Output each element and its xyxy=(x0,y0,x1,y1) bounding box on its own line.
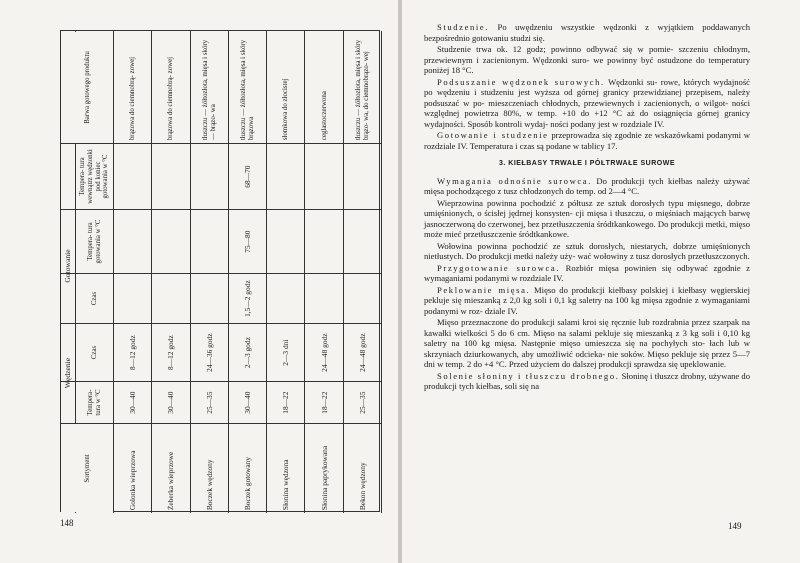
rotated-table xyxy=(60,30,380,512)
header-color: Barwa gotowego produktu xyxy=(83,51,91,124)
cell-smoke_time: 24—48 godz xyxy=(318,333,328,372)
cell-color: słomkowa do złocistej xyxy=(281,78,289,140)
cell-smoke_time: 8—12 godz xyxy=(127,335,137,370)
cell-sortyment-cell xyxy=(229,424,266,513)
cell-smoke_time-cell xyxy=(152,324,189,381)
header-sortyment: Sortyment xyxy=(83,454,91,483)
cell-cook_temp-cell xyxy=(229,210,266,273)
header-cook-temp: Tempera- tura gotowania w °C xyxy=(86,219,102,264)
cell-smoke_temp: 30—40 xyxy=(127,391,137,414)
cell-smoke_temp-cell xyxy=(305,382,342,423)
cell-color-cell xyxy=(344,32,381,143)
cell-sortyment: Żeberka wieprzowe xyxy=(165,451,175,510)
right-page-text xyxy=(424,22,750,393)
cell-sortyment-cell xyxy=(152,424,189,513)
header-smoke-time: Czas xyxy=(90,345,98,360)
cell-color-cell xyxy=(229,32,266,143)
cell-sortyment-cell xyxy=(267,424,304,513)
header-smoke-temp: Tempera- tura w °C xyxy=(86,389,102,416)
cell-smoke_time: 24—48 godz xyxy=(357,333,367,372)
cell-color-cell xyxy=(152,32,189,143)
row-line xyxy=(381,31,382,513)
cell-color-cell xyxy=(191,32,228,143)
header-sortyment-cell xyxy=(62,424,113,513)
header-smoke-temp-cell xyxy=(76,382,113,423)
cell-smoke_time-cell xyxy=(305,324,342,381)
cell-smoke_temp: 25—35 xyxy=(357,391,367,414)
cell-sortyment: Słonina wędzona xyxy=(280,459,290,510)
cell-sortyment: Boczek gotowany xyxy=(242,456,252,510)
paragraph-cooling: Studzenie. Po uwędzeniu wszystkie wędzonki z wyjątkiem poddawanych bezpośrednio gotowaniu studzi się. xyxy=(424,22,750,43)
group-header-smoking: Wędzenie xyxy=(62,357,72,389)
header-cook-time-cell xyxy=(76,274,113,323)
cell-sortyment: Golonka wieprzowa xyxy=(127,450,137,510)
cell-sortyment-cell xyxy=(114,424,151,513)
cell-core_temp: 68—70 xyxy=(242,165,252,188)
header-smoke-time-cell xyxy=(76,324,113,381)
cell-smoke_time-cell xyxy=(229,324,266,381)
cell-smoke_temp-cell xyxy=(229,382,266,423)
paragraph-preparation: Przygotowanie surowca. Rozbiór mięsa powinien się odbywać zgodnie z wymaganiami podanymi w rozdziale IV. xyxy=(424,262,751,283)
cell-smoke_temp-cell xyxy=(114,382,151,423)
paragraph-requirements: Wymagania odnośnie surowca. Do produkcji tych kiełbas należy używać mięsa pochodzącego z tusz chłodzonych do temp. od 2—4 °C. xyxy=(424,175,750,196)
left-page xyxy=(0,0,398,563)
cell-color: tłuszczu — żółtozłota, mięsa i skóry brązowa xyxy=(239,39,255,140)
cell-color: ceglastoczerwona xyxy=(320,91,328,140)
cell-cook_time: 1,5—2 godz xyxy=(242,280,252,317)
cell-color-cell xyxy=(305,32,342,143)
paragraph-salami: Mięso przeznaczone do produkcji salami kroi się ręcznie lub rozdrabnia przez szarpak na kawałki wielkości 5 do 6 cm. Mięso na salami pekluje się mieszanką z 3 kg soli i 0,10 kg saletry na 100 kg mięsa. Następnie mięso umieszcza się na pochyłych sto- łach lub w skrzyniach dziurkowanych, aby umożliwić odcieka- nie soków. Mięso pekluje się przez 5—7 dni w temp. 2 do +4 °C. Przed użyciem do dalszej produkcji sprawdza się upeklowanie. xyxy=(424,317,750,369)
cell-sortyment-cell xyxy=(305,424,342,513)
cell-smoke_time-cell xyxy=(114,324,151,381)
cell-smoke_time-cell xyxy=(191,324,228,381)
page-number-right: 149 xyxy=(728,521,742,531)
cell-smoke_temp-cell xyxy=(267,382,304,423)
paragraph-cooking: Gotowanie i studzenie przeprowadza się zgodnie ze wskazówkami podanymi w rozdziale IV. Temperatura i czas są podane w tablicy 17. xyxy=(424,130,750,151)
cell-sortyment-cell xyxy=(191,424,228,513)
paragraph-beef: Wołowina powinna pochodzić ze sztuk dorosłych, niestarych, dobrze umięśnionych nietłustych. Do produkcji metki należy uży- wać wołowiny z tusz dorosłych przetłuszczonych. xyxy=(424,240,750,261)
cell-color-cell xyxy=(114,32,151,143)
cell-core_temp-cell xyxy=(229,144,266,209)
header-cook-temp-cell xyxy=(76,210,113,273)
cell-smoke_temp-cell xyxy=(191,382,228,423)
cell-color: brązowa do ciemnobrą- zowej xyxy=(167,56,175,140)
cell-smoke_time-cell xyxy=(344,324,381,381)
cell-smoke_time-cell xyxy=(267,324,304,381)
header-cook-time: Czas xyxy=(90,291,98,306)
cell-smoke_temp: 30—40 xyxy=(165,391,175,414)
paragraph-pork: Wieprzowina powinna pochodzić z półtusz ze sztuk dorosłych typu mięsnego, dobrze umięśnionych, o ścisłej jędrnej konsysten- cji mięsa i tłuszczu, o mięśniach mających barwę jasnoczerwoną do czerwonej, bez przetłuszczenia śródtkankowego. Do produkcji metki, mięso może mieć przetłuszczenie śródtkankowe. xyxy=(424,197,750,239)
header-core-temp-cell xyxy=(76,144,113,209)
cell-smoke_temp: 18—22 xyxy=(318,391,328,414)
cell-smoke_temp: 30—40 xyxy=(242,391,252,414)
cell-sortyment: Bekon wędzony xyxy=(357,462,367,510)
cell-smoke_temp: 25—35 xyxy=(204,391,214,414)
cell-color: tłuszczu — żółtozłota, mięsa i skóry — brązo- wa xyxy=(201,39,217,140)
header-core-temp: Tempera- tura wewnątrz wędzonki pod koniec gotowania w °C xyxy=(79,149,110,204)
group-header-cooking: Gotowanie xyxy=(62,249,72,283)
paragraph-drying: Podsuszanie wędzonek surowych. Wędzonki su- rowe, których wydajność po wędzeniu i studzeniu jest wyższa od górnej granicy przewidzianej przepisem, należy podsuszać w po- mieszczeniach chłodnych, przewiewnych i zacienionych, o wilgot- ności względnej powietrza 80%, w temp. +10 do +12 °C aż do osiągnięcia górnej granicy wydajności. Sposób kontroli wydaj- ności podany jest w rozdziale IV. xyxy=(424,76,750,129)
cell-sortyment: Boczek wędzony xyxy=(204,459,214,510)
group-header-cooking-cell xyxy=(61,209,75,323)
group-split-line xyxy=(61,323,75,324)
cell-smoke_temp: 18—22 xyxy=(280,391,290,414)
cell-cook_temp: 75—80 xyxy=(242,230,252,253)
cell-smoke_time: 2—3 dni xyxy=(280,339,290,366)
cell-smoke_temp-cell xyxy=(344,382,381,423)
cell-color: brązowa do ciemnobrą- zowej xyxy=(128,56,136,140)
cell-cook_time-cell xyxy=(229,274,266,323)
paragraph-cooling-time: Studzenie trwa ok. 12 godz; powinno odbywać się w pomie- szczeniu chłodnym, przewiewnym i zacienionym. Wędzonki suro- we powinny być ostudzone do temperatury poniżej 18 °C. xyxy=(424,44,750,75)
paragraph-curing: Peklowanie mięsa. Mięso do produkcji kiełbasy polskiej i kiełbasy węgierskiej pekluje się mieszanką z 2,0 kg soli i 0,1 kg saletry na 100 kg mięsa zgodnie z wymaganiami podanymi w roz- dziale IV. xyxy=(424,284,750,316)
paragraph-salting: Solenie słoniny i tłuszczu drobnego. Słoninę i tłuszcz drobny, używane do produkcji tych kiełbas, soli się na xyxy=(424,370,750,391)
cell-smoke_time: 8—12 godz xyxy=(165,335,175,370)
cell-color-cell xyxy=(267,32,304,143)
cell-smoke_time: 2—3 godz xyxy=(242,336,252,368)
cell-smoke_temp-cell xyxy=(152,382,189,423)
section-heading: 3. KIEŁBASY TRWAŁE I PÓŁTRWAŁE SUROWE xyxy=(498,160,675,167)
cell-sortyment-cell xyxy=(344,424,381,513)
group-header-smoking-cell xyxy=(61,323,75,423)
page-number-left: 148 xyxy=(60,518,74,528)
cell-smoke_time: 24—36 godz xyxy=(204,333,214,372)
cell-sortyment: Słonina paprykowana xyxy=(318,445,328,510)
header-color-cell xyxy=(62,32,113,143)
cell-color: tłuszczu — żółtozłota, mięsa i skóry brązo- wa, do ciemnobrązo- wej xyxy=(354,39,370,140)
